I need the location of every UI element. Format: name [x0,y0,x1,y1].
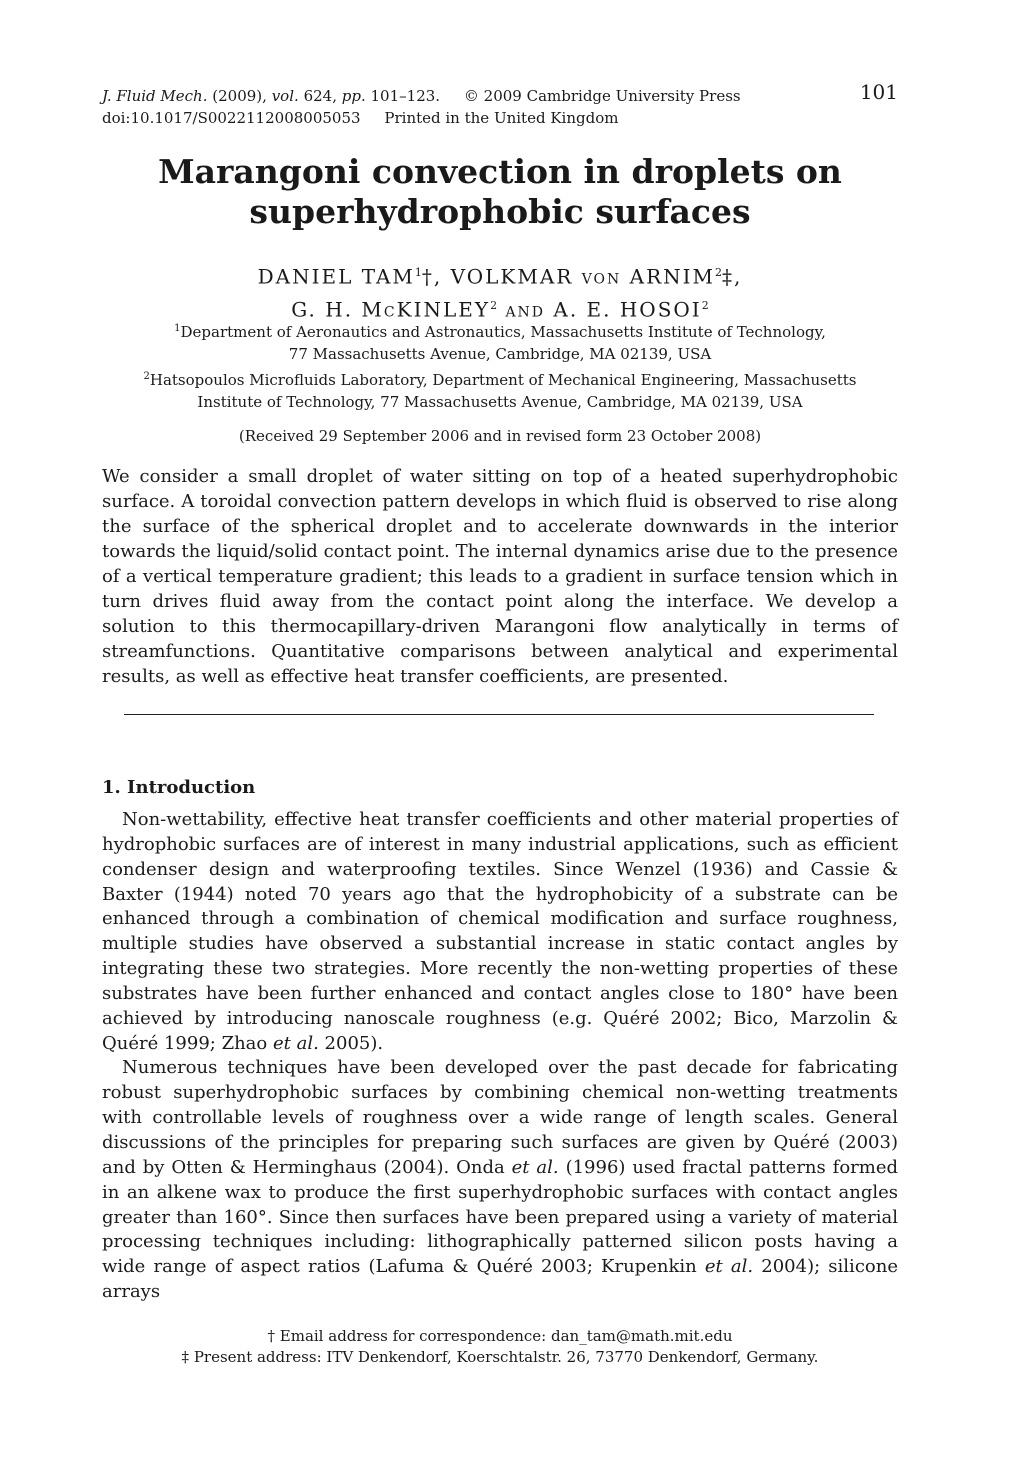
page-range: 101–123. [370,87,441,105]
author-arnim-affil: 2 [715,266,723,279]
author-line-1 [0,260,1000,293]
author-mckinley-last: KINLEY [396,297,491,322]
affiliation-2-line-1: Hatsopoulos Microfluids Laboratory, Department of Mechanical Engineering, Massachusetts [149,371,857,389]
footnote-address: ‡ Present address: ITV Denkendorf, Koerschtalstr. 26, 73770 Denkendorf, Germany. [181,1348,819,1366]
author-tam-affil: 1 [414,266,422,279]
author-list [0,260,1000,325]
author-arnim-mark: ‡, [722,264,743,289]
paper-title [0,152,1000,232]
author-arnim-first: VOLKMAR [450,264,574,289]
page-number: 101 [859,80,898,104]
pp-label: pp. [341,87,366,105]
affiliation-2 [0,366,1000,413]
paragraph-1: Non-wettability, effective heat transfer coefficients and other material properties of hydrophobic surfaces are of interest in many industrial applications, such as efficient condenser design and waterproofing textiles. Since Wenzel (1936) and Cassie & Baxter (1944) noted 70 years ago that the hydrophobicity of a substrate can be enhanced through a combination of chemical modification and surface roughness, multiple studies have observed a substantial increase in static contact angles by integrating these two strategies. More recently the non-wetting properties of these substrates have been further enhanced and contact angles close to 180° have been achieved by introducing nanoscale roughness (e.g. Quéré 2002; Bico, Marzolin & Quéré 1999; Zhao et al. 2005). [102,809,898,1054]
doi: doi:10.1017/S0022112008005053 [102,109,361,127]
affiliation-2-line-2: Institute of Technology, 77 Massachusetts Avenue, Cambridge, MA 02139, USA [197,393,803,411]
author-hosoi: A. E. HOSOI [553,297,702,322]
author-tam-mark: †, [421,264,443,289]
author-tam: DANIEL TAM [257,264,415,289]
abstract: We consider a small droplet of water sitting on top of a heated superhydrophobic surface. A toroidal convection pattern develops in which fluid is observed to rise along the surface of the spherical droplet and to accelerate downwards in the interior towards the liquid/solid contact point. The internal dynamics arise due to the presence of a vertical temperature gradient; this leads to a gradient in surface tension which in turn drives fluid away from the contact point along the interface. We develop a solution to this thermocapillary-driven Marangoni flow analytically in terms of streamfunctions. Quantitative comparisons between analytical and experimental results, as well as effective heat transfer coefficients, are presented. [102,466,898,687]
doi-line [102,107,902,129]
running-header [102,85,902,129]
footnotes [0,1326,1000,1368]
abstract-divider [124,714,874,715]
author-mckinley-first: G. H. M [291,297,384,322]
author-arnim-last: ARNIM [629,264,716,289]
paragraph-2: Numerous techniques have been developed over the past decade for fabricating robust superhydrophobic surfaces by combining chemical non-wetting treatments with controllable levels of roughness over a wide range of length scales. General discussions of the principles for preparing such surfaces are given by Quéré (2003) and by Otten & Herminghaus (2004). Onda et al. (1996) used fractal patterns formed in an alkene wax to produce the first superhydrophobic surfaces with contact angles greater than 160°. Since then surfaces have been prepared using a variety of material processing techniques including: lithographically patterned silicon posts having a wide range of aspect ratios (Lafuma & Quéré 2003; Krupenkin et al. 2004); silicone arrays [102,1057,899,1303]
title-line-1: Marangoni convection in droplets on [158,152,842,191]
journal-name: J. Fluid Mech. [102,87,208,105]
affiliation-1-number: 1 [174,323,181,334]
section-heading: 1. Introduction [102,777,256,798]
received-dates: (Received 29 September 2006 and in revised form 23 October 2008) [238,427,762,445]
vol-number: 624, [303,87,337,105]
author-mckinley-c: C [383,304,397,321]
affiliation-2-number: 2 [143,371,150,382]
citation-line [102,85,902,107]
section-body [102,808,898,1305]
printed-in: Printed in the United Kingdom [384,109,619,127]
author-and: AND [505,304,546,321]
affiliation-1 [0,318,1000,365]
author-arnim-von: VON [581,271,622,288]
affiliation-1-line-1: Department of Aeronautics and Astronautics, Massachusetts Institute of Technology, [180,323,826,341]
copyright: © 2009 Cambridge University Press [463,87,741,105]
title-line-2: superhydrophobic surfaces [249,192,751,231]
author-hosoi-affil: 2 [701,298,709,312]
journal-year: (2009), [212,87,267,105]
author-mckinley-affil: 2 [490,298,498,312]
affiliation-1-line-2: 77 Massachusetts Avenue, Cambridge, MA 02139, USA [288,345,712,363]
vol-label: vol. [271,87,299,105]
footnote-email: † Email address for correspondence: dan_tam@math.mit.edu [267,1327,733,1345]
